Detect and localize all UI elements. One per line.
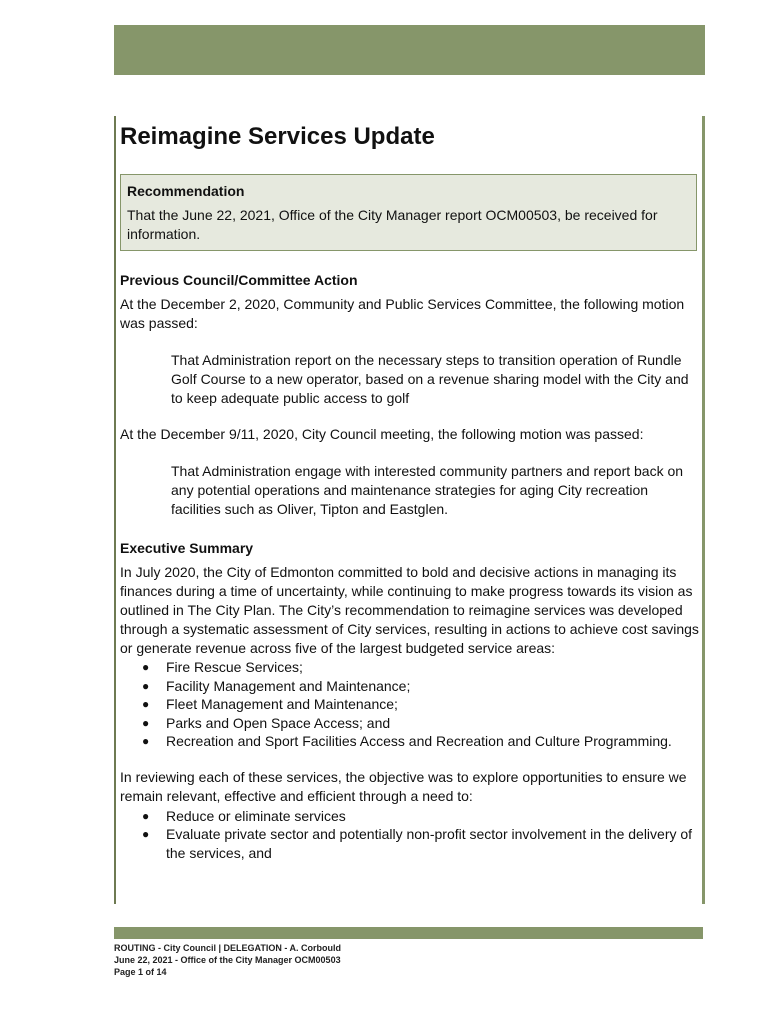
bullet-icon: ● bbox=[142, 678, 150, 693]
footer-bar bbox=[114, 927, 703, 939]
bullet-icon: ● bbox=[142, 827, 150, 841]
service-areas-list bbox=[120, 658, 700, 751]
list-item: ● Fire Rescue Services; bbox=[142, 659, 303, 675]
list-item: ● Reduce or eliminate services bbox=[142, 807, 346, 824]
list-item: ● Facility Management and Maintenance; bbox=[142, 677, 411, 694]
list-item: ● Fleet Management and Maintenance; bbox=[142, 696, 398, 712]
page-title: Reimagine Services Update bbox=[120, 123, 435, 150]
bullet-icon: ● bbox=[142, 808, 150, 823]
executive-summary-paragraph-1: In July 2020, the City of Edmonton committed to bold and decisive actions in managing its finances during a time of uncertainty, while continuing to make progress towards its vision as outlined in The City Plan. The City’s recommendation to reimagine services was developed through a systematic assessment of City services, resulting in actions to achieve cost savings or generate revenue across five of the largest budgeted service areas: bbox=[120, 564, 699, 656]
footer-routing: ROUTING - City Council | DELEGATION - A. Corbould bbox=[114, 943, 342, 953]
list-item: ● Evaluate private sector and potentially non-profit sector involvement in the delivery of the services, and bbox=[142, 826, 693, 861]
bullet-icon: ● bbox=[142, 697, 150, 711]
list-item: ● Recreation and Sport Facilities Access and Recreation and Culture Programming. bbox=[142, 733, 672, 749]
recommendation-text: That the June 22, 2021, Office of the City Manager report OCM00503, be received for information. bbox=[127, 207, 658, 242]
header-bar bbox=[114, 25, 705, 75]
document-content bbox=[120, 122, 700, 862]
recommendation-heading: Recommendation bbox=[127, 183, 245, 199]
executive-summary-heading: Executive Summary bbox=[120, 540, 254, 556]
previous-action-intro-1: At the December 2, 2020, Community and Public Services Committee, the following motion was passed: bbox=[120, 296, 685, 331]
previous-action-heading: Previous Council/Committee Action bbox=[120, 272, 358, 288]
objectives-list bbox=[120, 807, 700, 863]
executive-summary-paragraph-2: In reviewing each of these services, the objective was to explore opportunities to ensure we remain relevant, effective and efficient through a need to: bbox=[120, 768, 687, 804]
bullet-icon: ● bbox=[142, 715, 150, 730]
footer-page-number: Page 1 of 14 bbox=[114, 967, 167, 977]
previous-action-intro-2: At the December 9/11, 2020, City Council meeting, the following motion was passed: bbox=[120, 426, 644, 442]
bullet-icon: ● bbox=[142, 660, 150, 674]
recommendation-box bbox=[120, 174, 697, 251]
motion-1: That Administration report on the necessary steps to transition operation of Rundle Golf Course to a new operator, based on a revenue sharing model with the City and to keep adequate public access to golf bbox=[171, 352, 689, 406]
footer bbox=[114, 942, 341, 978]
footer-date-report: June 22, 2021 - Office of the City Manager OCM00503 bbox=[114, 955, 341, 965]
bullet-icon: ● bbox=[142, 734, 150, 748]
motion-2: That Administration engage with interested community partners and report back on any potential operations and maintenance strategies for aging City recreation facilities such as Oliver, Tipton and Eastglen. bbox=[171, 463, 684, 517]
list-item: ● Parks and Open Space Access; and bbox=[142, 714, 391, 731]
